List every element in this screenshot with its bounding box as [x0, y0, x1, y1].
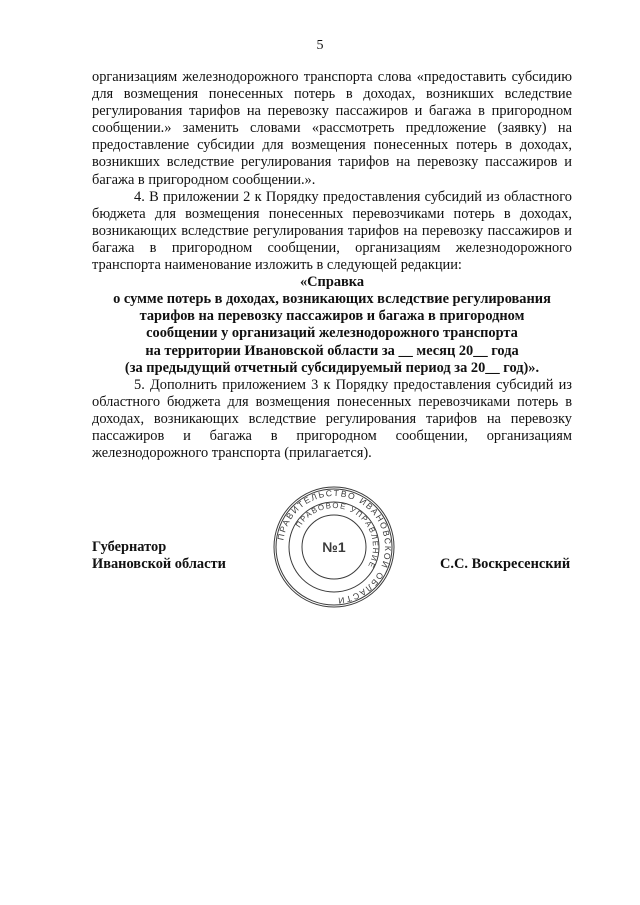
page-number: 5 [316, 38, 324, 53]
stamp-outer-text: ПРАВИТЕЛЬСТВО ИВАНОВСКОЙ ОБЛАСТИ [275, 487, 394, 607]
document-body [92, 69, 572, 462]
heading-line: тарифов на перевозку пассажиров и багажа в пригородном [139, 308, 525, 325]
heading-line: (за предыдущий отчетный субсидируемый период за 20__ год)». [124, 359, 540, 376]
heading-line: о сумме потерь в доходах, возникающих вследствие регулирования [113, 291, 551, 308]
signatory-name: С.С. Воскресенский [440, 556, 571, 572]
stamp-inner-text: ПРАВОВОЕ УПРАВЛЕНИЕ [293, 500, 381, 571]
signatory-title-line: Губернатор [92, 539, 167, 555]
paragraph: организациям железнодорожного транспорта слова «предоставить субсидию для возмещения понесенных потерь в доходах, возникших вследствие регулирования тарифов на перевозку пассажиров и багажа в пригородном сообщении.» заменить словами «рассмотреть предложение (заявку) на предоставление субсидии для возмещения понесенных потерь в доходах, возникших вследствие регулирования тарифов на перевозку пассажиров и багажа в пригородном сообщении.». [92, 69, 572, 188]
signatory-title [92, 539, 226, 573]
paragraph-item-4: 4. В приложении 2 к Порядку предоставления субсидий из областного бюджета для возмещения понесенных перевозчиками потерь в доходах, возникающих вследствие регулирования тарифов на перевозку пассажиров и багажа в пригородном сообщении, организациям железнодорожного транспорта наименование изложить в следующей редакции: [92, 188, 572, 274]
certificate-heading [92, 274, 572, 377]
stamp-number: №1 [322, 539, 346, 555]
heading-line: сообщении у организаций железнодорожного транспорта [146, 325, 518, 342]
stamp-seal-icon [272, 485, 396, 609]
heading-line: на территории Ивановской области за __ месяц 20__ года [145, 342, 519, 359]
paragraph-item-5: 5. Дополнить приложением 3 к Порядку предоставления субсидий из областного бюджета для возмещения понесенных перевозчиками потерь в доходах, возникающих вследствие регулирования тарифов на перевозку пассажиров и багажа в пригородном сообщении, организациям железнодорожного транспорта (прилагается). [92, 376, 572, 462]
heading-line: «Справка [299, 274, 365, 291]
official-stamp [272, 485, 396, 609]
signatory-title-line: Ивановской области [92, 556, 226, 572]
